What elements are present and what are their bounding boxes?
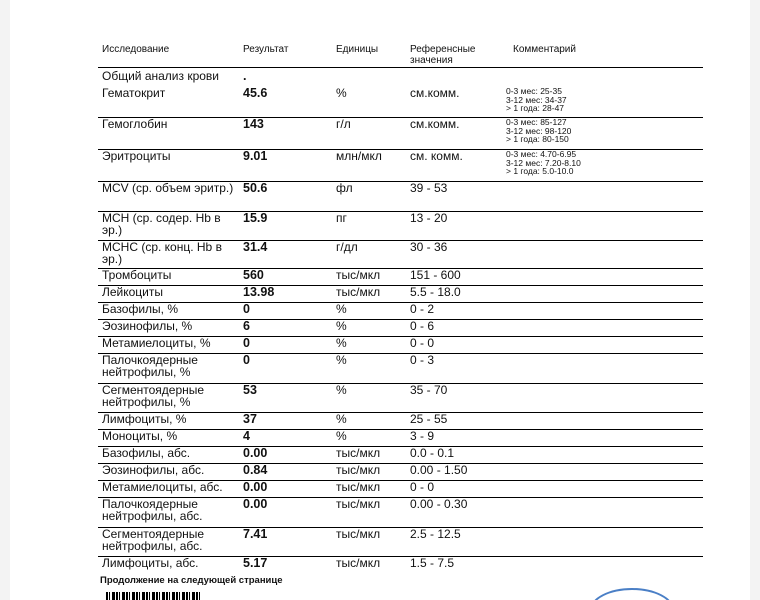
test-comment: 0-3 мес: 4.70-6.95 3-12 мес: 7.20-8.10 > 1 года: 5.0-10.0: [506, 149, 581, 177]
test-unit: тыс/мкл: [336, 268, 381, 282]
test-name: Лимфоциты, %: [102, 412, 187, 426]
test-result: 0.00: [243, 480, 268, 494]
test-unit: тыс/мкл: [336, 285, 381, 299]
test-result: 0.84: [243, 463, 268, 477]
test-result: 143: [243, 117, 264, 131]
test-name: MCH (ср. содер. Hb в эр.): [102, 211, 221, 237]
test-result: 31.4: [243, 240, 268, 254]
header-comment: Комментарий: [513, 44, 576, 55]
header-study: Исследование: [102, 44, 170, 55]
test-result: 15.9: [243, 211, 268, 225]
test-result: 4: [243, 429, 250, 443]
test-reference: 0 - 0: [410, 480, 435, 494]
test-reference: 0 - 2: [410, 302, 435, 316]
test-result: 45.6: [243, 86, 268, 100]
header-result: Результат: [243, 44, 289, 55]
test-name: Сегментоядерные нейтрофилы, абс.: [102, 527, 205, 553]
section-title: Общий анализ крови: [102, 69, 220, 83]
test-name: Базофилы, %: [102, 302, 178, 316]
test-name: Метамиелоциты, абс.: [102, 480, 223, 494]
table-row: [98, 527, 703, 557]
test-reference: 3 - 9: [410, 429, 435, 443]
table-row: [98, 240, 703, 269]
table-row: [98, 446, 703, 464]
test-result: 0.00: [243, 446, 268, 460]
test-name: Базофилы, абс.: [102, 446, 191, 460]
test-reference: 25 - 55: [410, 412, 448, 426]
test-unit: %: [336, 319, 347, 333]
test-unit: тыс/мкл: [336, 446, 381, 460]
test-unit: пг: [336, 211, 347, 225]
test-unit: тыс/мкл: [336, 556, 381, 570]
test-reference: 0.00 - 1.50: [410, 463, 468, 477]
table-row: [98, 336, 703, 354]
test-unit: г/л: [336, 117, 351, 131]
test-unit: %: [336, 302, 347, 316]
test-name: Палочкоядерные нейтрофилы, абс.: [102, 497, 203, 523]
table-header: [10, 40, 750, 68]
test-unit: %: [336, 336, 347, 350]
test-reference: см.комм.: [410, 86, 460, 100]
table-row: [98, 429, 703, 447]
test-unit: тыс/мкл: [336, 497, 381, 511]
test-result: 50.6: [243, 181, 268, 195]
table-row: [98, 556, 703, 572]
test-name: Эритроциты: [102, 149, 171, 163]
barcode: [106, 592, 201, 600]
table-row: [98, 86, 703, 118]
test-unit: г/дл: [336, 240, 358, 254]
section-marker: .: [243, 69, 247, 83]
test-reference: см.комм.: [410, 117, 460, 131]
test-unit: тыс/мкл: [336, 463, 381, 477]
test-result: 5.17: [243, 556, 268, 570]
test-unit: %: [336, 412, 347, 426]
test-reference: 0 - 0: [410, 336, 435, 350]
test-reference: 0 - 3: [410, 353, 435, 367]
test-result: 37: [243, 412, 257, 426]
test-unit: млн/мкл: [336, 149, 382, 163]
header-units: Единицы: [336, 44, 379, 55]
test-name: Эозинофилы, абс.: [102, 463, 205, 477]
table-row: [98, 353, 703, 384]
test-reference: 1.5 - 7.5: [410, 556, 455, 570]
test-reference: 0 - 6: [410, 319, 435, 333]
test-unit: %: [336, 383, 347, 397]
lab-stamp: [590, 588, 674, 600]
test-result: 0.00: [243, 497, 268, 511]
test-reference: 13 - 20: [410, 211, 448, 225]
test-result: 0: [243, 336, 250, 350]
table-row: [98, 149, 703, 182]
test-unit: тыс/мкл: [336, 480, 381, 494]
table-row: [98, 285, 703, 303]
test-name: Лейкоциты: [102, 285, 164, 299]
test-unit: %: [336, 353, 347, 367]
test-reference: 30 - 36: [410, 240, 448, 254]
test-name: MCV (ср. объем эритр.): [102, 181, 234, 195]
test-name: Эозинофилы, %: [102, 319, 193, 333]
table-row: [98, 463, 703, 481]
test-reference: 0.00 - 0.30: [410, 497, 468, 511]
table-row: [98, 211, 703, 241]
test-unit: %: [336, 86, 347, 100]
test-reference: 5.5 - 18.0: [410, 285, 461, 299]
table-row: [98, 412, 703, 430]
test-name: Гематокрит: [102, 86, 166, 100]
table-row: [98, 117, 703, 150]
test-name: Палочкоядерные нейтрофилы, %: [102, 353, 198, 379]
test-result: 560: [243, 268, 264, 282]
test-result: 7.41: [243, 527, 268, 541]
test-reference: 2.5 - 12.5: [410, 527, 461, 541]
test-result: 0: [243, 353, 250, 367]
table-row: [98, 268, 703, 286]
table-row: [98, 319, 703, 337]
test-result: 0: [243, 302, 250, 316]
test-name: Тромбоциты: [102, 268, 172, 282]
table-row: [98, 497, 703, 528]
test-name: Сегментоядерные нейтрофилы, %: [102, 383, 205, 409]
test-comment: 0-3 мес: 85-127 3-12 мес: 98-120 > 1 года: 80-150: [506, 117, 572, 145]
table-row: [98, 181, 703, 212]
test-name: Лимфоциты, абс.: [102, 556, 199, 570]
test-comment: 0-3 мес: 25-35 3-12 мес: 34-37 > 1 года: 28-47: [506, 86, 567, 114]
section-row: [98, 68, 703, 84]
test-result: 6: [243, 319, 250, 333]
test-result: 53: [243, 383, 257, 397]
test-unit: тыс/мкл: [336, 527, 381, 541]
test-name: MCHC (ср. конц. Hb в эр.): [102, 240, 222, 266]
test-result: 9.01: [243, 149, 268, 163]
header-reference: Референсные значения: [410, 44, 476, 66]
test-unit: %: [336, 429, 347, 443]
table-row: [98, 480, 703, 498]
test-reference: 151 - 600: [410, 268, 461, 282]
test-unit: фл: [336, 181, 353, 195]
test-name: Метамиелоциты, %: [102, 336, 211, 350]
continued-note: Продолжение на следующей странице: [100, 575, 283, 586]
test-reference: 35 - 70: [410, 383, 448, 397]
table-row: [98, 383, 703, 413]
test-name: Гемоглобин: [102, 117, 168, 131]
test-reference: 39 - 53: [410, 181, 448, 195]
report-page: [10, 0, 750, 600]
test-reference: 0.0 - 0.1: [410, 446, 455, 460]
test-reference: см. комм.: [410, 149, 463, 163]
table-row: [98, 302, 703, 320]
test-result: 13.98: [243, 285, 275, 299]
test-name: Моноциты, %: [102, 429, 178, 443]
